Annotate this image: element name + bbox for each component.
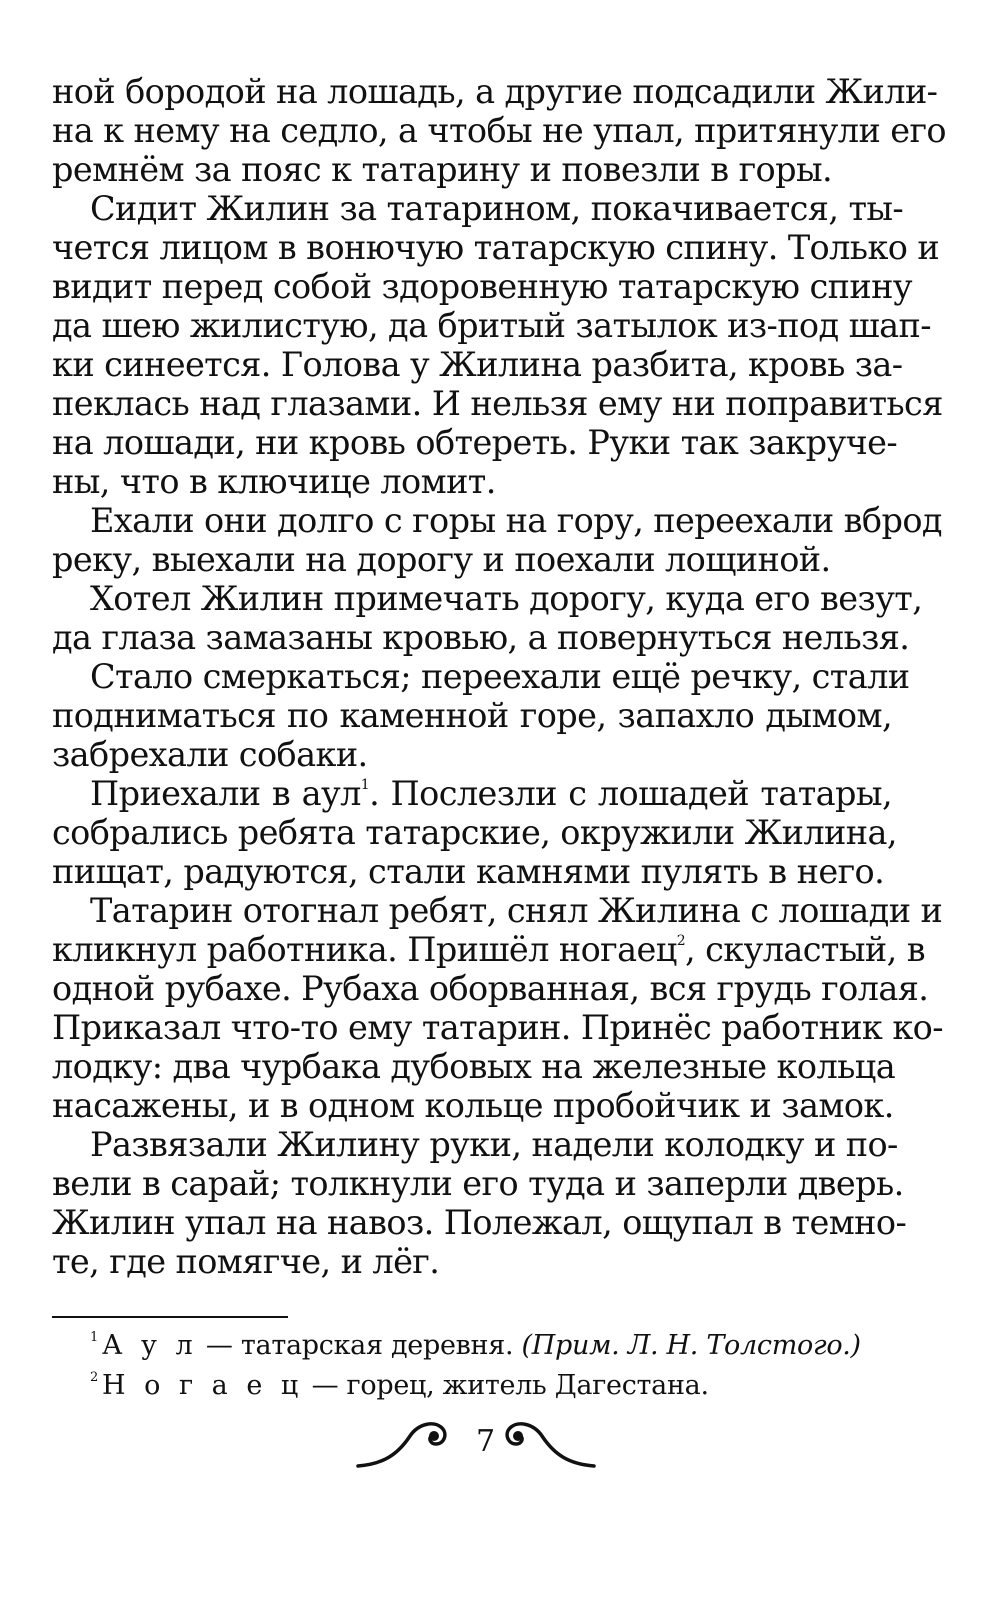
text-line: ной бородой на лошадь, а другие подсадили Жили- — [52, 72, 938, 111]
text-line: насажены, и в одном кольце пробойчик и замок. — [52, 1086, 894, 1125]
text-line: Жилин упал на навоз. Полежал, ощупал в темно- — [52, 1203, 907, 1242]
text-line: на лошади, ни кровь обтереть. Руки так закруче- — [52, 423, 898, 462]
text-fragment: , скуластый, в — [685, 930, 926, 969]
text-line: да шею жилистую, да бритый затылок из-под шап- — [52, 306, 931, 345]
text-line: Приказал что-то ему татарин. Принёс работник ко- — [52, 1008, 943, 1047]
text-line: Ехали они долго с горы на гору, переехали вброд — [90, 501, 942, 540]
text-line: забрехали собаки. — [52, 735, 368, 774]
text-fragment: Приехали в аул — [90, 774, 361, 813]
body-text — [52, 72, 946, 1281]
footnote-ref: 1 — [360, 777, 370, 793]
footnote-text: — горец, житель Дагестана. — [303, 1370, 709, 1401]
footnote — [52, 1366, 892, 1406]
left-flourish-icon — [354, 1414, 454, 1474]
text-line: Хотел Жилин примечать дорогу, куда его везут, — [90, 579, 923, 618]
text-line: ки синеется. Голова у Жилина разбита, кровь за- — [52, 345, 903, 384]
text-line: вели в сарай; толкнули его туда и заперли дверь. — [52, 1164, 904, 1203]
text-line: пищат, радуются, стали камнями пулять в него. — [52, 852, 885, 891]
text-line: ны, что в ключице ломит. — [52, 462, 496, 501]
text-line: Татарин отогнал ребят, снял Жилина с лошади и — [90, 891, 943, 930]
text-line: подниматься по каменной горе, запахло дымом, — [52, 696, 892, 735]
text-line: пеклась над глазами. И нельзя ему ни поправиться — [52, 384, 943, 423]
page-number: 7 — [476, 1424, 496, 1459]
text-line: те, где помягче, и лёг. — [52, 1242, 440, 1281]
text-line: Сидит Жилин за татарином, покачивается, ты- — [90, 189, 904, 228]
text-line: лодку: два чурбака дубовых на железные кольца — [52, 1047, 896, 1086]
footnote-text: — татарская деревня. — [197, 1330, 522, 1361]
text-line: собрались ребята татарские, окружили Жилина, — [52, 813, 897, 852]
text-line: чется лицом в вонючую татарскую спину. Только и — [52, 228, 940, 267]
page-folio — [0, 1410, 1000, 1480]
text-line: да глаза замазаны кровью, а повернуться нельзя. — [52, 618, 910, 657]
text-line — [52, 774, 892, 813]
footnote-term: Н о г а е ц — [101, 1370, 304, 1401]
footnotes — [52, 1326, 892, 1406]
text-line: реку, выехали на дорогу и поехали лощиной. — [52, 540, 831, 579]
text-line: Развязали Жилину руки, надели колодку и по- — [90, 1125, 898, 1164]
footnote — [52, 1326, 892, 1366]
text-fragment: . Послезли с лошадей татары, — [369, 774, 892, 813]
right-flourish-icon — [498, 1414, 598, 1474]
text-line: ремнём за пояс к татарину и повезли в горы. — [52, 150, 833, 189]
text-line — [52, 930, 926, 969]
text-line: одной рубахе. Рубаха оборванная, вся грудь голая. — [52, 969, 929, 1008]
text-fragment: кликнул работника. Пришёл ногаец — [52, 930, 677, 969]
footnote-source: (Прим. Л. Н. Толстого.) — [521, 1330, 861, 1361]
text-line: на к нему на седло, а чтобы не упал, притянули его — [52, 111, 946, 150]
footnote-mark: 1 — [90, 1330, 98, 1345]
text-line: видит перед собой здоровенную татарскую спину — [52, 267, 912, 306]
footnote-term: А у л — [101, 1330, 198, 1361]
text-line: Стало смеркаться; переехали ещё речку, стали — [90, 657, 910, 696]
footnote-ref: 2 — [676, 933, 685, 949]
footnote-divider — [52, 1316, 288, 1318]
footnote-mark: 2 — [90, 1370, 98, 1385]
